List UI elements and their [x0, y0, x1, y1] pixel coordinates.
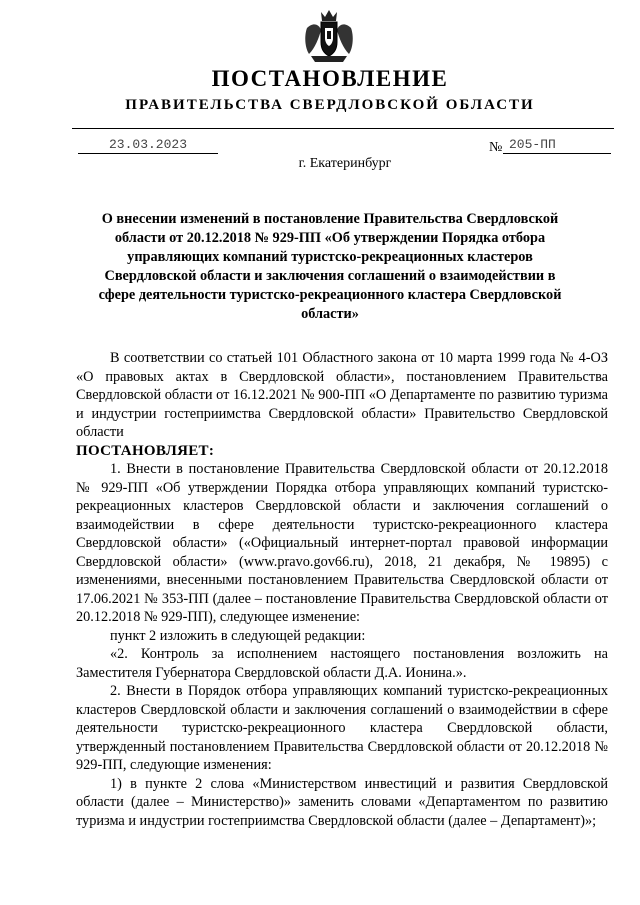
item-2-paragraph: 2. Внести в Порядок отбора управляющих компаний туристско-рекреационных кластеров Свердловской области и заключения соглашений о взаимодействии в сфере деятельности туристско-рекреационного кластера Свердловской области, утвержденный постановлением Правительства Свердловской области от 20.12.2018 № 929-ПП, следующие изменения: [76, 683, 608, 773]
number-label: № [489, 140, 503, 155]
preamble-paragraph: В соответствии со статьей 101 Областного закона от 10 марта 1999 года № 4-ОЗ «О правовых актах в Свердловской области», постановлением Правительства Свердловской области от 16.12.2021 № 900-ПП «О Департаменте по развитию туризма и индустрии гостеприимства Свердловской области» Правительство Свердловской области [76, 350, 608, 440]
document-number: 205-ПП [503, 137, 611, 154]
header-divider [72, 128, 614, 129]
item-1-point-paragraph: пункт 2 изложить в следующей редакции: [110, 627, 366, 644]
city: г. Екатеринбург [298, 156, 392, 171]
item-2-subitem-1-paragraph: 1) в пункте 2 слова «Министерством инвестиций и развития Свердловской области (далее – Министерство)» заменить словами «Департаментом по развитию туризма и индустрии гостеприимства Свердловской области (далее – Департамент)»; [76, 775, 608, 829]
resolve-word: ПОСТАНОВЛЯЕТ: [76, 442, 215, 459]
item-1-paragraph: 1. Внести в постановление Правительства Свердловской области от 20.12.2018 № 929-ПП «Об утверждении Порядка отбора управляющих компаний туристско-рекреационных кластеров Свердловской области и заключения соглашений о взаимодействии в сфере деятельности туристско-рекреационного кластера Свердловской области» («Официальный интернет-портал правовой информации Свердловской области» (www.pravo.gov66.ru), 2018, 21 декабря, № 19895) с изменениями, внесенными постановлением Правительства Свердловской области от 17.06.2021 № 353-ПП (далее – постановление Правительства Свердловской области от 20.12.2018 № 929-ПП), следующее изменение: [76, 461, 608, 625]
coat-of-arms-icon [299, 8, 359, 64]
issuing-authority: ПРАВИТЕЛЬСТВА СВЕРДЛОВСКОЙ ОБЛАСТИ [125, 97, 535, 113]
document-date: 23.03.2023 [78, 137, 218, 154]
item-1-quote-paragraph: «2. Контроль за исполнением настоящего постановления возложить на Заместителя Губернатора Свердловской области Д.А. Ионина.». [76, 646, 608, 681]
document-heading: О внесении изменений в постановление Правительства Свердловской области от 20.12.2018 № 929-ПП «Об утверждении Порядка отбора управляющих компаний туристско-рекреационных кластеров Свердловской области и заключения соглашений о взаимодействии в сфере деятельности туристско-рекреационного кластера Свердловской области» [98, 211, 562, 322]
document-body [76, 349, 608, 830]
document-type-title: ПОСТАНОВЛЕНИЕ [211, 66, 449, 91]
